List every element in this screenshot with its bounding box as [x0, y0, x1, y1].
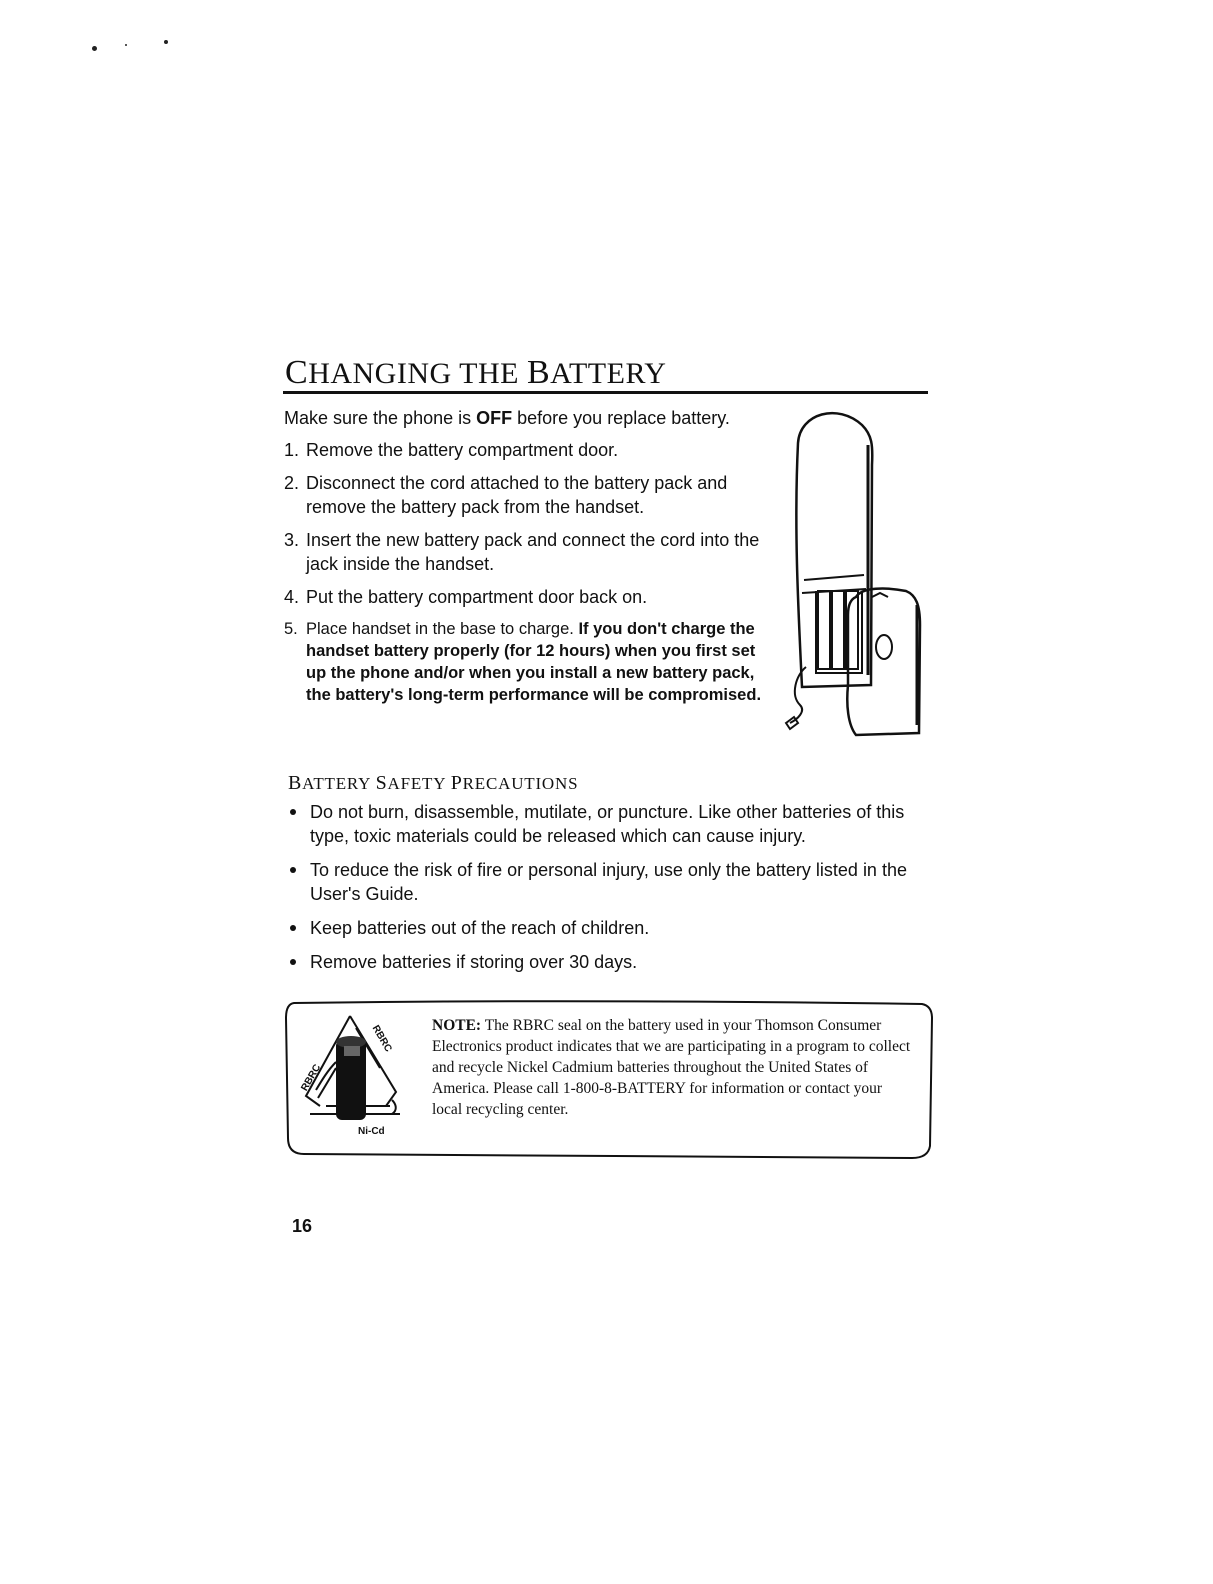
safety-item: Do not burn, disassemble, mutilate, or puncture. Like other batteries of this type, toxic materials could be released which can cause injury. [288, 800, 938, 848]
safety-item: Keep batteries out of the reach of children. [288, 916, 938, 940]
note-text: NOTE: The RBRC seal on the battery used in your Thomson Consumer Electronics product indicates that we are participating in a program to collect and recycle Nickel Cadmium batteries throughout the United States of America. Please call 1-800-8-BATTERY for information or contact your local recycling center. [432, 1017, 911, 1118]
step-3: 3. Insert the new battery pack and connect the cord into the jack inside the handset. [284, 530, 760, 574]
safety-list [288, 800, 938, 984]
safety-heading: BATTERY SAFETY PRECAUTIONS [288, 772, 579, 794]
seal-label: Ni-Cd [358, 1126, 385, 1137]
handset-battery-illustration [776, 405, 936, 750]
steps-list [284, 438, 774, 715]
title-rule [283, 391, 928, 394]
seal-mark-left: RBRC [299, 1062, 324, 1094]
rbrc-seal-icon [296, 1010, 418, 1140]
step-1: 1. Remove the battery compartment door. [284, 440, 619, 460]
step-4: 4. Put the battery compartment door back on. [284, 587, 648, 607]
page-number: 16 [292, 1216, 313, 1236]
intro-text: Make sure the phone is OFF before you replace battery. [284, 408, 730, 428]
scan-specks [92, 40, 192, 60]
page-title: CHANGING THE BATTERY [285, 354, 667, 391]
safety-item: Remove batteries if storing over 30 days. [288, 950, 938, 974]
safety-item: To reduce the risk of fire or personal injury, use only the battery listed in the User's Guide. [288, 858, 938, 906]
seal-mark-right: RBRC [369, 1023, 394, 1055]
step-5: 5. Place handset in the base to charge. If you don't charge the handset battery properly (for 12 hours) when you first set up the phone and/or when you install a new battery pack, the battery's long-term performance will be compromised. [284, 620, 762, 704]
step-2: 2. Disconnect the cord attached to the battery pack and remove the battery pack from the handset. [284, 473, 728, 517]
